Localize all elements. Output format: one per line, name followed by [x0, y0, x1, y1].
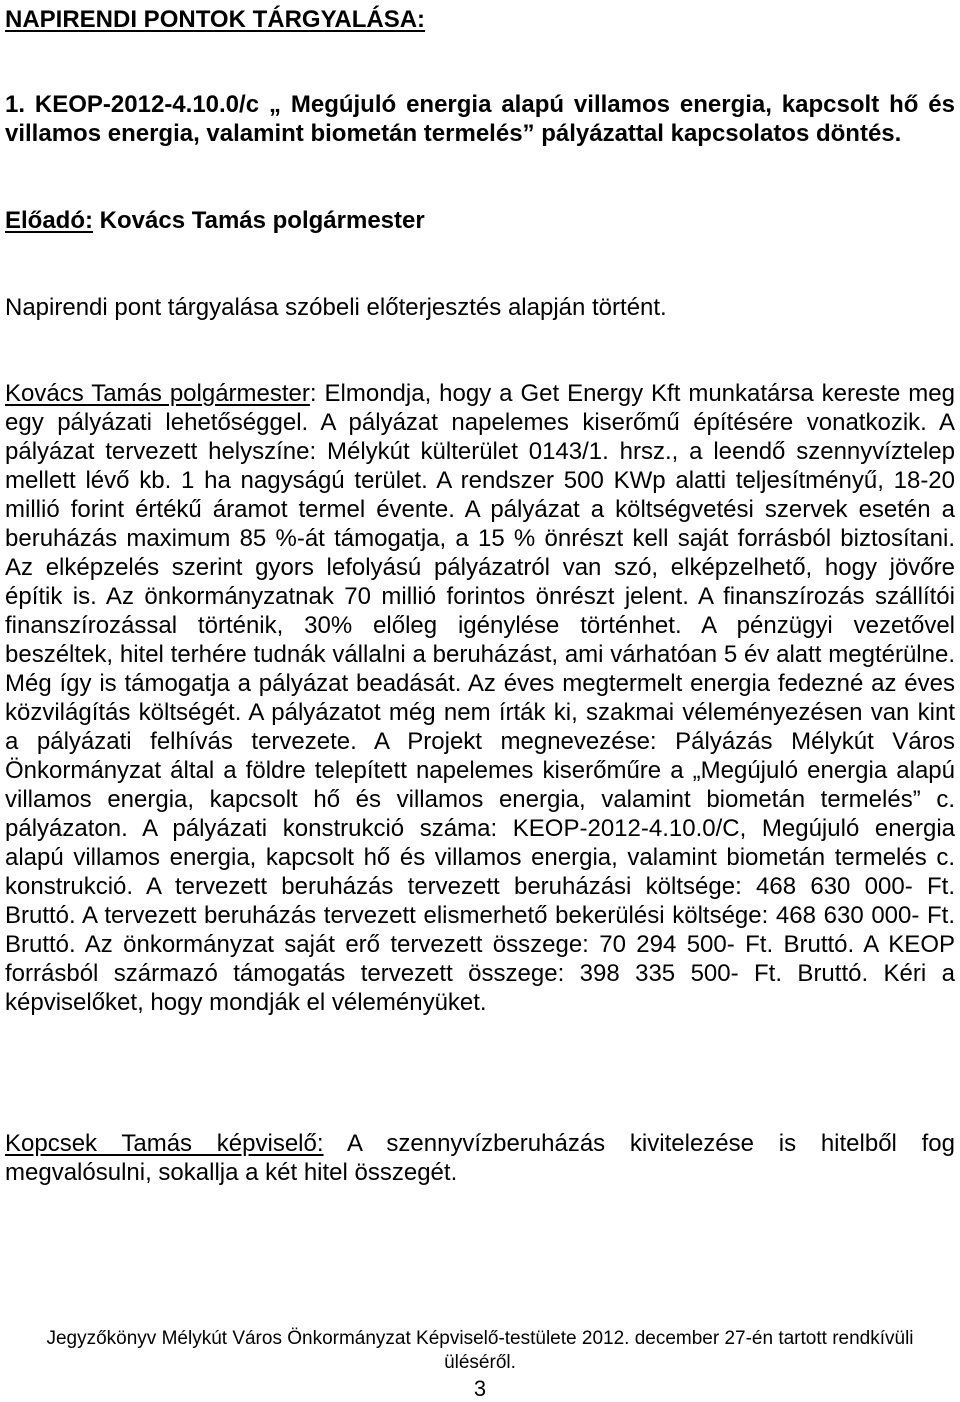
speech-paragraph	[5, 379, 955, 1017]
speech-text: : Elmondja, hogy a Get Energy Kft munkatársa kereste meg egy pályázati lehetőséggel. A pályázat napelemes kiserőmű építésére vonatkozik. A pályázat tervezett helyszíne: Mélykút külterület 0143/1. hrsz., a leendő szennyvíztelep mellett lévő kb. 1 ha nagyságú terület. A rendszer 500 KWp alatti teljesítményű, 18-20 millió forint értékű áramot termel évente. A pályázat a költségvetési szervek esetén a beruházás maximum 85 %-át támogatja, a 15 % önrészt kell saját forrásból biztosítani. Az elképzelés szerint gyors lefolyású pályázatról van szó, elképzelhető, hogy jövőre építik is. Az önkormányzatnak 70 millió forintos önrészt jelent. A finanszírozás szállítói finanszírozással történik, 30% előleg igénylése történhet. A pénzügyi vezetővel beszéltek, hitel terhére tudnák vállalni a beruházást, ami várhatóan 5 év alatt megtérülne. Még így is támogatja a pályázat beadását. Az éves megtermelt energia fedezné az éves közvilágítás költségét. A pályázatot még nem írták ki, szakmai véleményezésen van kint a pályázati felhívás tervezete. A Projekt megnevezése: Pályázás Mélykút Város Önkormányzat által a földre telepített napelemes kiserőműre a „Megújuló energia alapú villamos energia, kapcsolt hő és villamos energia, valamint biometán termelés” c. pályázaton. A pályázati konstrukció száma: KEOP-2012-4.10.0/C, Megújuló energia alapú villamos energia, kapcsolt hő és villamos energia, valamint biometán termelés c. konstrukció. A tervezett beruházás tervezett beruházási költsége: 468 630 000- Ft. Bruttó. A tervezett beruházás tervezett elismerhető bekerülési költsége: 468 630 000- Ft. Bruttó. Az önkormányzat saját erő tervezett összege: 70 294 500- Ft. Bruttó. A KEOP forrásból származó támogatás tervezett összege: 398 335 500- Ft. Bruttó. Kéri a képviselőket, hogy mondják el véleményüket.	[5, 380, 955, 1016]
presenter-line	[5, 206, 425, 235]
section-title	[5, 5, 425, 35]
presenter-label: Előadó:	[5, 207, 93, 234]
footer-text: Jegyzőkönyv Mélykút Város Önkormányzat Képviselő-testülete 2012. december 27-én tartott rendkívüli üléséről.	[46, 1328, 914, 1373]
discussion-note: Napirendi pont tárgyalása szóbeli előterjesztés alapján történt.	[5, 294, 667, 321]
speech-speaker: Kovács Tamás polgármester	[5, 380, 310, 407]
section-title-text: NAPIRENDI PONTOK TÁRGYALÁSA:	[5, 6, 426, 33]
presenter-name: Kovács Tamás polgármester	[93, 207, 425, 234]
reply-paragraph	[5, 1129, 955, 1187]
item-title: 1. KEOP-2012-4.10.0/c „ Megújuló energia alapú villamos energia, kapcsolt hő és villamos energia, valamint biometán termelés” pályázattal kapcsolatos döntés.	[5, 91, 955, 147]
page-number: 3	[473, 1376, 487, 1401]
reply-text: A szennyvízberuházás kivitelezése is hitelből fog megvalósulni, sokallja a két hitel összegét.	[5, 1130, 955, 1186]
reply-speaker: Kopcsek Tamás képviselő:	[5, 1130, 324, 1157]
